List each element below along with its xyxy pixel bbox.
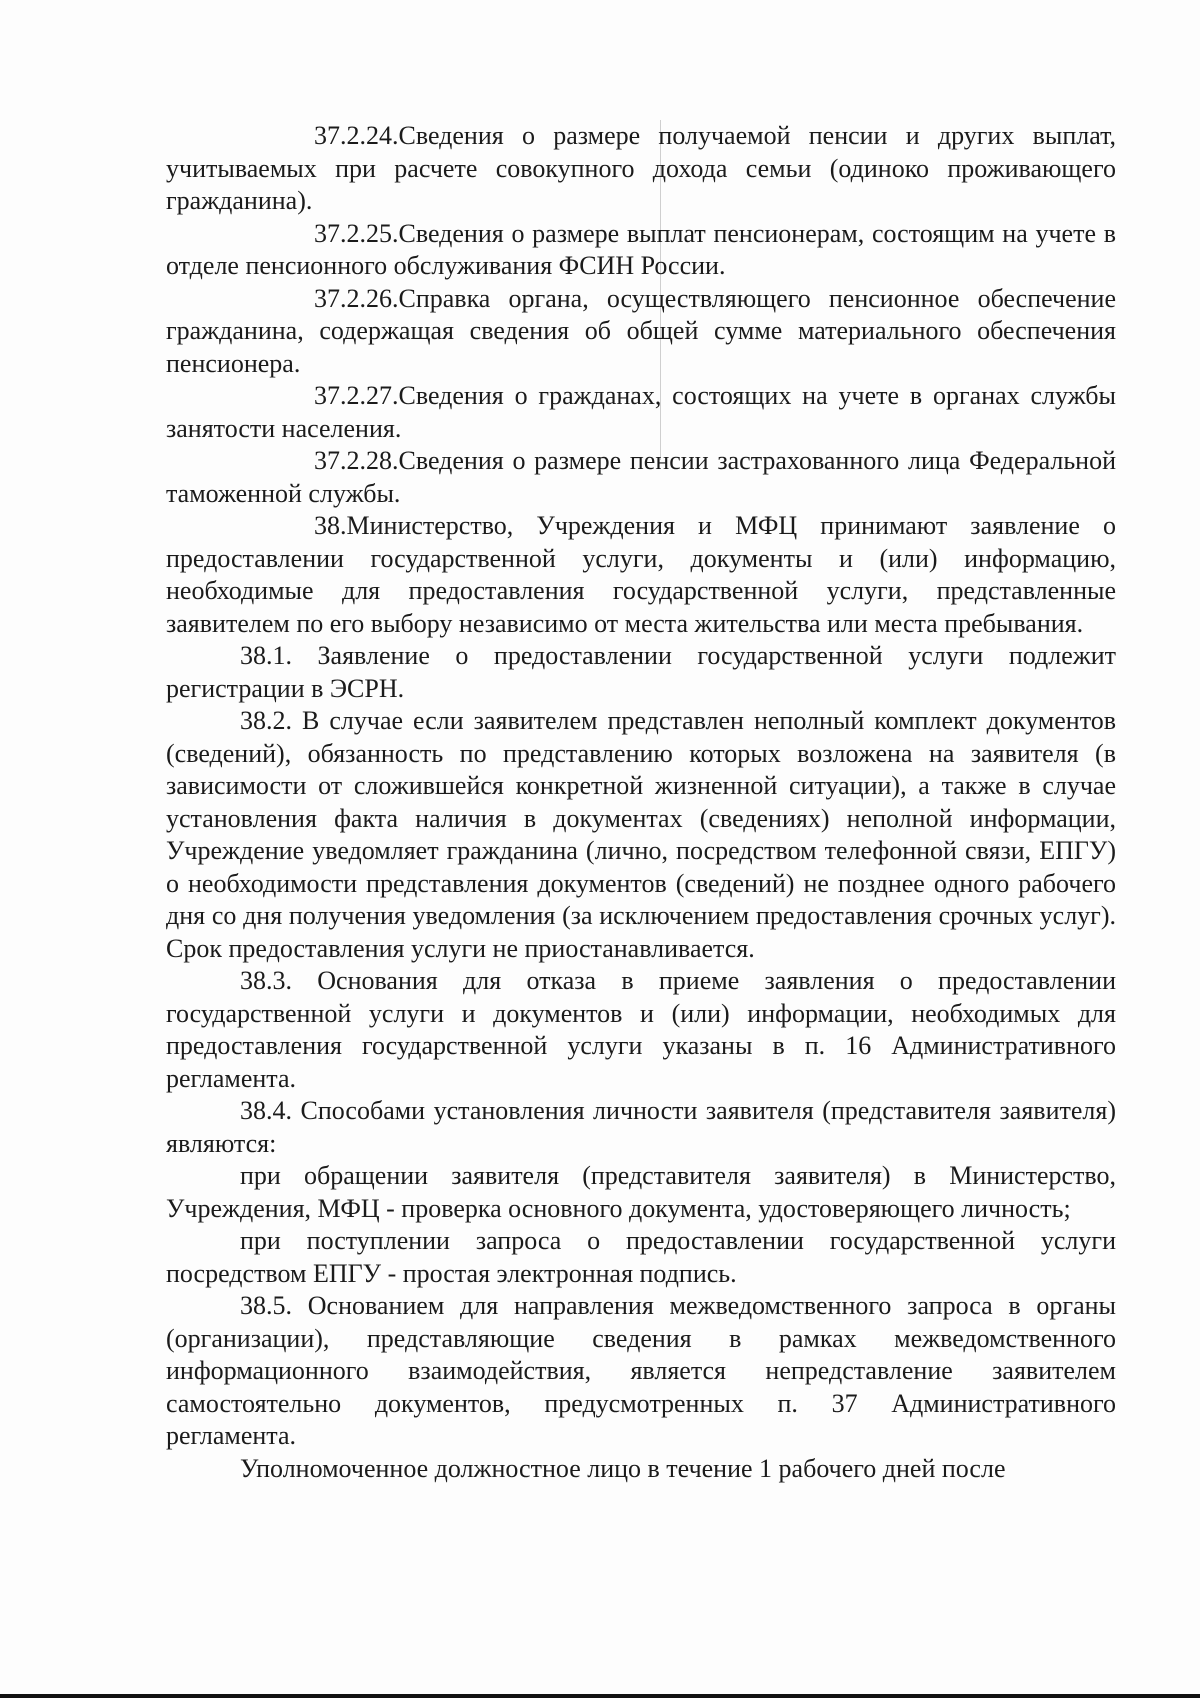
- paragraph-37-2-28: [166, 445, 1116, 510]
- paragraph-text: Сведения о размере пенсии застрахованного лица Федеральной таможенной службы.: [166, 446, 1116, 508]
- paragraph-identity-in-person: [166, 1160, 1116, 1225]
- paragraph-identity-epgu: [166, 1225, 1116, 1290]
- paragraph-number: 37.2.24.: [314, 121, 399, 150]
- paragraph-37-2-24: [166, 120, 1116, 218]
- paragraph-38-5: [166, 1290, 1116, 1453]
- paragraph-text: 38.3. Основания для отказа в приеме заявления о предоставлении государственной услуги и документов и (или) информации, необходимых для предоставления государственной услуги указаны в п. 16 Административного регламента.: [166, 966, 1116, 1093]
- paragraph-38-1: [166, 640, 1116, 705]
- paragraph-text: Сведения о размере выплат пенсионерам, состоящим на учете в отделе пенсионного обслуживания ФСИН России.: [166, 218, 1116, 280]
- paragraph-text: Сведения о размере получаемой пенсии и других выплат, учитываемых при расчете совокупного дохода семьи (одиноко проживающего гражданина).: [166, 121, 1116, 215]
- paragraph-38-4: [166, 1095, 1116, 1160]
- paragraph-38-3: [166, 965, 1116, 1095]
- paragraph-text: Министерство, Учреждения и МФЦ принимают заявление о предоставлении государственной услуги, документы и (или) информацию, необходимые для предоставления государственной услуги, представленные заявителем по его выбору независимо от места жительства или места пребывания.: [166, 511, 1116, 638]
- paragraph-37-2-26: [166, 283, 1116, 381]
- paragraph-number: 37.2.28.: [314, 446, 399, 475]
- paragraph-37-2-27: [166, 380, 1116, 445]
- paragraph-text: 38.4. Способами установления личности заявителя (представителя заявителя) являются:: [166, 1096, 1116, 1158]
- paragraph-38-2: [166, 705, 1116, 965]
- paragraph-authorized-official: [166, 1453, 1116, 1486]
- page-bottom-edge: [0, 1694, 1200, 1698]
- paragraph-text: при поступлении запроса о предоставлении государственной услуги посредством ЕПГУ - простая электронная подпись.: [166, 1226, 1116, 1288]
- paragraph-text: 38.2. В случае если заявителем представлен неполный комплект документов (сведений), обязанность по представлению которых возложена на заявителя (в зависимости от сложившейся конкретной жизненной ситуации), а также в случае установления факта наличия в документах (сведениях) неполной информации, Учреждение уведомляет гражданина (лично, посредством телефонной связи, ЕПГУ) о необходимости представления документов (сведений) не позднее одного рабочего дня со дня получения уведомления (за исключением предоставления срочных услуг). Срок предоставления услуги не приостанавливается.: [166, 706, 1116, 963]
- paragraph-38: [166, 510, 1116, 640]
- paragraph-number: 37.2.27.: [314, 381, 399, 410]
- paragraph-text: Уполномоченное должностное лицо в течение 1 рабочего дней после: [240, 1453, 1006, 1483]
- paragraph-text: Сведения о гражданах, состоящих на учете в органах службы занятости населения.: [166, 381, 1116, 443]
- paragraph-number: 37.2.26.: [314, 283, 399, 313]
- paragraph-text: 38.5. Основанием для направления межведомственного запроса в органы (организации), представляющие сведения в рамках межведомственного информационного взаимодействия, является непредставление заявителем самостоятельно документов, предусмотренных п. 37 Административного регламента.: [166, 1291, 1116, 1450]
- paragraph-number: 38.: [314, 511, 347, 540]
- paragraph-text: при обращении заявителя (представителя заявителя) в Министерство, Учреждения, МФЦ - проверка основного документа, удостоверяющего личность;: [166, 1161, 1116, 1223]
- paragraph-text: Справка органа, осуществляющего пенсионное обеспечение гражданина, содержащая сведения об общей сумме материального обеспечения пенсионера.: [166, 283, 1116, 378]
- paragraph-number: 37.2.25.: [314, 218, 399, 248]
- paragraph-text: 38.1. Заявление о предоставлении государственной услуги подлежит регистрации в ЭСРН.: [166, 641, 1116, 703]
- paragraph-37-2-25: [166, 218, 1116, 283]
- document-body: [166, 120, 1116, 1485]
